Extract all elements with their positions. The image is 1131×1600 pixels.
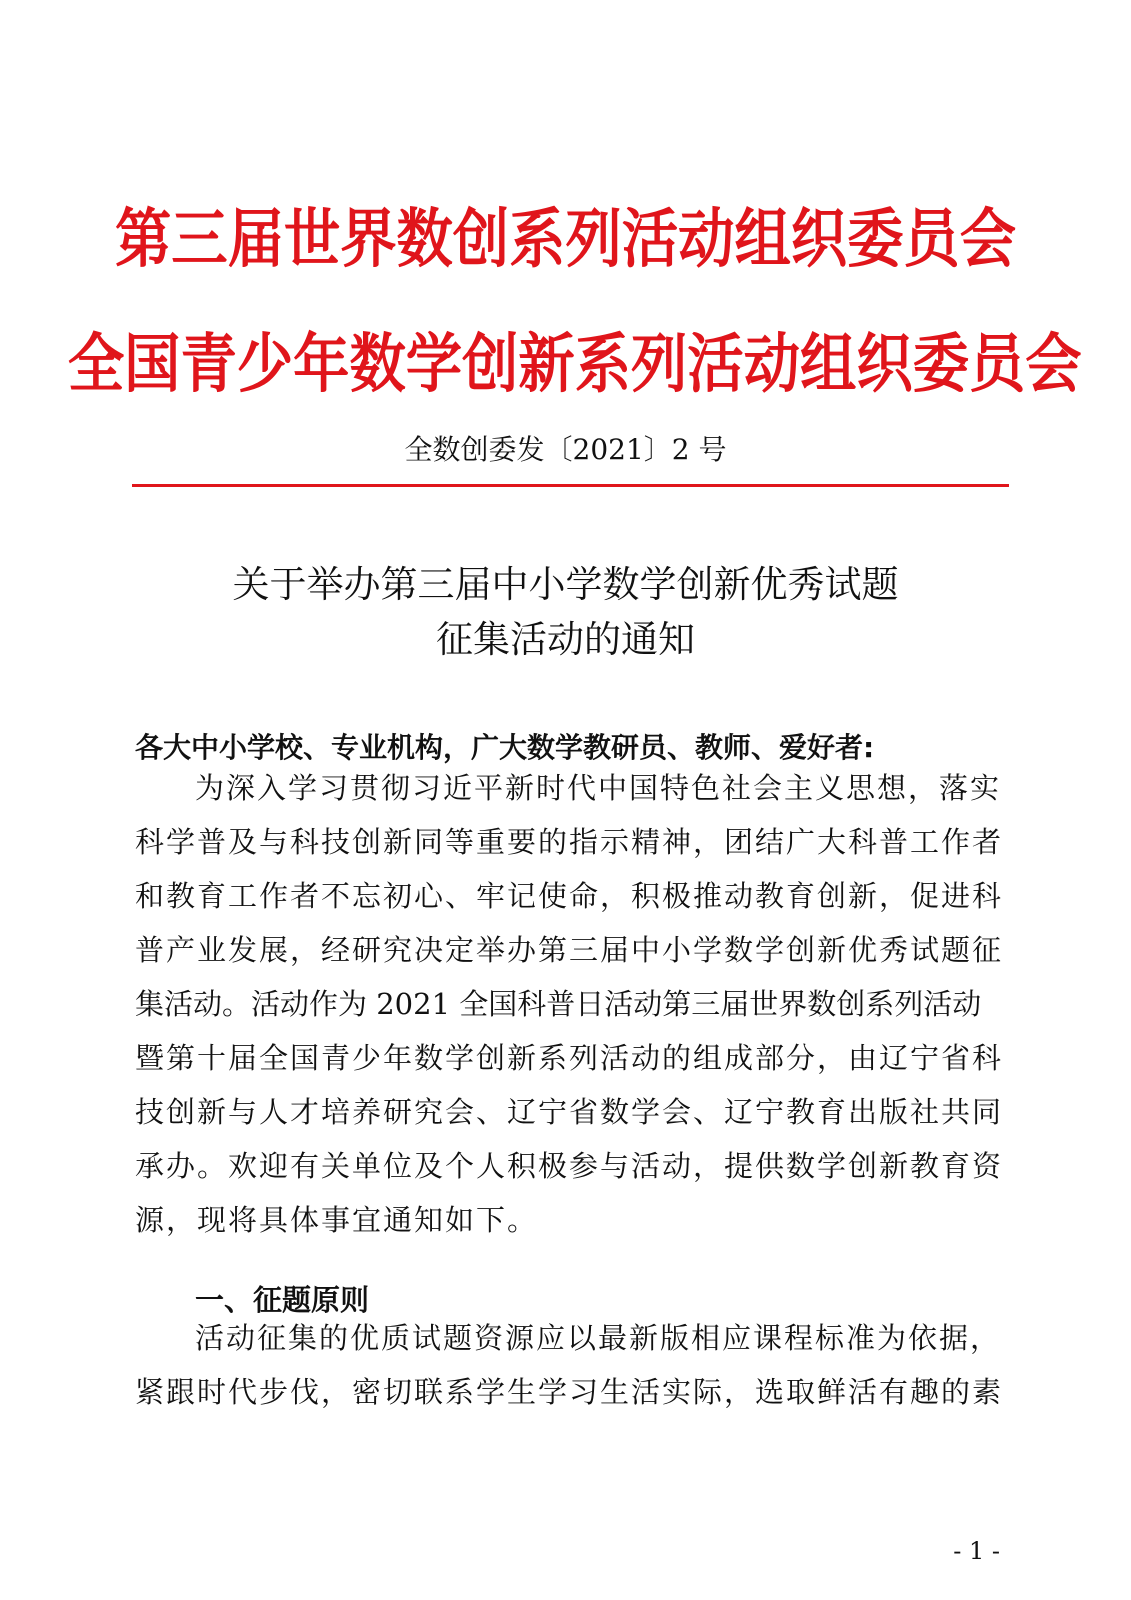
text-line: 承办。欢迎有关单位及个人积极参与活动，提供数学创新教育资 xyxy=(135,1149,1004,1183)
text-line: 源，现将具体事宜通知如下。 xyxy=(135,1203,539,1237)
organizer-name-1: 第三届世界数创系列活动组织委员会 xyxy=(114,203,1017,277)
title-line-1: 关于举办第三届中小学数学创新优秀试题 xyxy=(232,563,899,606)
text-line: 科学普及与科技创新同等重要的指示精神，团结广大科普工作者 xyxy=(135,825,1004,859)
organizer-name-2: 全国青少年数学创新系列活动组织委员会 xyxy=(67,328,1082,402)
text-line: 紧跟时代步伐，密切联系学生学习生活实际，选取鲜活有趣的素 xyxy=(135,1375,1004,1409)
page-number: - 1 - xyxy=(953,1537,1000,1565)
section-heading-principles: 一、征题原则 xyxy=(195,1283,370,1317)
text-line: 为深入学习贯彻习近平新时代中国特色社会主义思想，落实 xyxy=(195,771,1002,805)
text-line: 普产业发展，经研究决定举办第三届中小学数学创新优秀试题征 xyxy=(135,933,1004,967)
red-divider xyxy=(132,484,1009,487)
text-line: 集活动。活动作为 2021 全国科普日活动第三届世界数创系列活动 xyxy=(135,987,982,1021)
text-line: 暨第十届全国青少年数学创新系列活动的组成部分，由辽宁省科 xyxy=(135,1041,1004,1075)
salutation: 各大中小学校、专业机构，广大数学教研员、教师、爱好者: xyxy=(135,731,875,764)
document-number: 全数创委发〔2021〕2 号 xyxy=(404,433,727,466)
title-line-2: 征集活动的通知 xyxy=(436,618,695,661)
text-line: 技创新与人才培养研究会、辽宁省数学会、辽宁教育出版社共同 xyxy=(135,1095,1004,1129)
text-line: 和教育工作者不忘初心、牢记使命，积极推动教育创新，促进科 xyxy=(135,879,1004,913)
text-line: 活动征集的优质试题资源应以最新版相应课程标准为依据， xyxy=(195,1321,1002,1355)
